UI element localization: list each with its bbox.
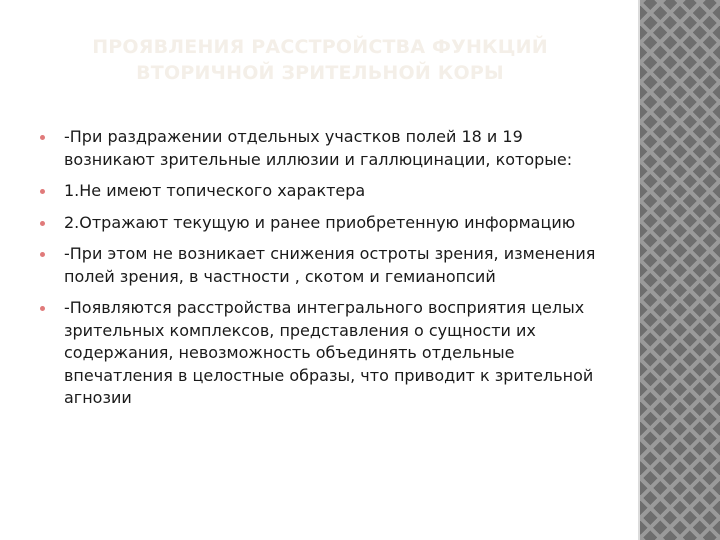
bullet-item [38,243,618,288]
bullet-item [38,126,618,171]
slide-title: ПРОЯВЛЕНИЯ РАССТРОЙСТВА ФУНКЦИЙ ВТОРИЧНОЙ ЗРИТЕЛЬНОЙ КОРЫ [92,36,548,84]
bullet-item [38,212,618,235]
bullet-marker-icon [40,306,45,311]
bullet-text: -При раздражении отдельных участков полей 18 и 19 возникают зрительные иллюзии и галлюцинации, которые: [64,127,573,169]
bullet-marker-icon [40,252,45,257]
decorative-side-pattern [640,0,720,540]
bullet-marker-icon [40,221,45,226]
bullet-list [38,126,618,419]
bullet-item [38,180,618,203]
bullet-text: -При этом не возникает снижения остроты зрения, изменения полей зрения, в частности , скотом и гемианопсий [64,244,596,286]
bullet-text: 1.Не имеют топического характера [64,181,366,200]
bullet-item [38,297,618,410]
bullet-marker-icon [40,189,45,194]
bullet-text: -Появляются расстройства интегрального восприятия целых зрительных комплексов, представления о сущности их содержания, невозможность объединять отдельные впечатления в целостные образы, что приводит к зрительной агнозии [64,298,594,407]
bullet-text: 2.Отражают текущую и ранее приобретенную информацию [64,212,576,232]
bullet-marker-icon [40,135,45,140]
